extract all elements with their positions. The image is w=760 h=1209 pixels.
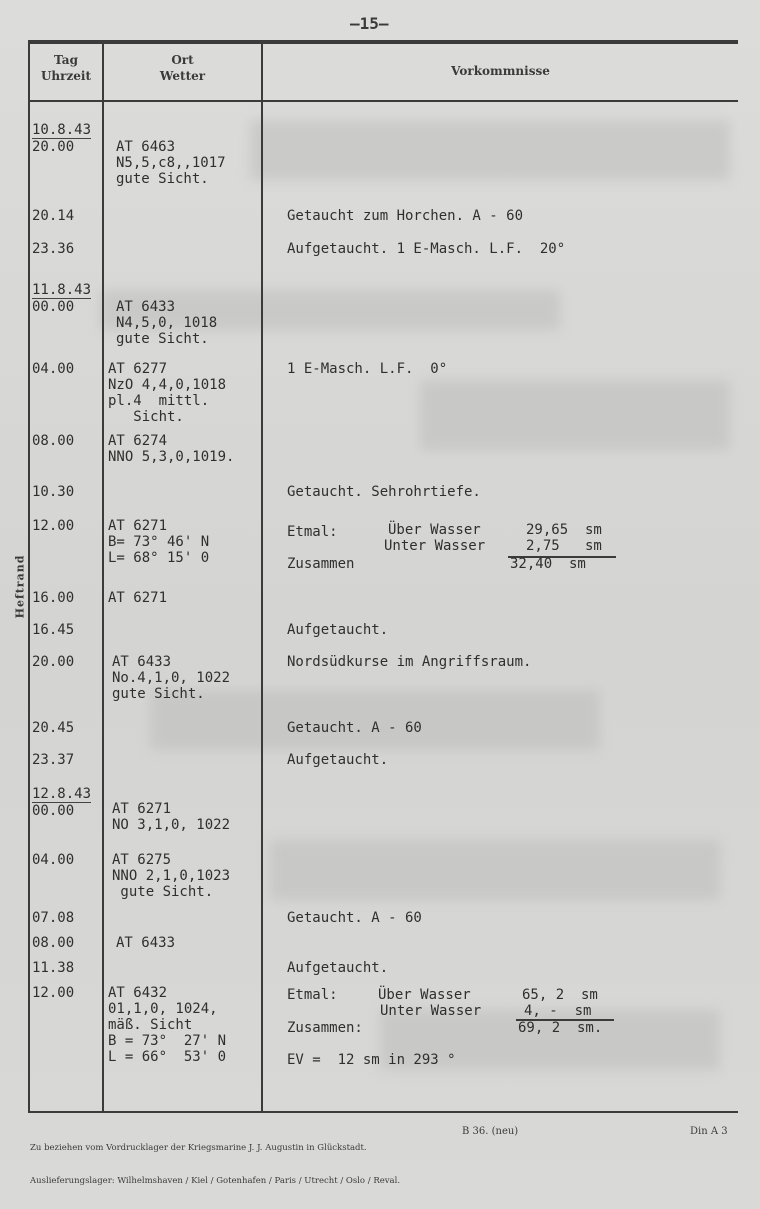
position-weather-cell: AT 6274 NNO 5,3,0,1019. <box>108 433 235 465</box>
time-cell: 20.45 <box>32 720 75 736</box>
header-rule <box>28 100 738 102</box>
footer-line-2: Auslieferungslager: Wilhelmshaven / Kiel / Gotenhafen / Paris / Utrecht / Oslo / Reval. <box>30 1176 401 1186</box>
date-label: 12.8.43 <box>32 786 92 802</box>
event-cell: 1 E-Masch. L.F. 0° <box>287 361 448 377</box>
page-number: —15— <box>350 14 389 33</box>
position-weather-cell: AT 6271 NO 3,1,0, 1022 <box>112 801 231 833</box>
ink-smudge <box>250 120 730 180</box>
position-weather-cell: AT 6271 <box>108 590 168 606</box>
ink-smudge <box>270 840 720 900</box>
time-cell: 08.00 <box>32 433 75 449</box>
ueber-wasser-label: Über Wasser <box>378 987 471 1003</box>
form-number: B 36. (neu) <box>462 1126 519 1137</box>
time-cell: 20.00 <box>32 139 75 155</box>
unter-wasser-value: 2,75 sm <box>526 538 602 554</box>
date-label: 10.8.43 <box>32 122 92 138</box>
position-weather-cell: AT 6433 <box>116 935 176 951</box>
time-cell: 00.00 <box>32 299 75 315</box>
header-vorkommnisse: Vorkommnisse <box>451 64 550 78</box>
time-cell: 04.00 <box>32 361 75 377</box>
time-cell: 23.36 <box>32 241 75 257</box>
zusammen-value: 32,40 sm <box>510 556 586 572</box>
event-cell: Aufgetaucht. 1 E-Masch. L.F. 20° <box>287 241 566 257</box>
position-weather-cell: AT 6432 01,1,0, 1024, mäß. Sicht B = 73° 27' N L = 66° 53' 0 <box>108 985 227 1065</box>
time-cell: 12.00 <box>32 985 75 1001</box>
unter-wasser-value: 4, - sm <box>524 1003 592 1019</box>
time-cell: 10.30 <box>32 484 75 500</box>
position-weather-cell: AT 6275 NNO 2,1,0,1023 gute Sicht. <box>112 852 231 900</box>
paper-size: Din A 3 <box>690 1126 728 1137</box>
margin-label: Heftrand <box>13 554 27 619</box>
ink-smudge <box>420 380 730 450</box>
time-cell: 11.38 <box>32 960 75 976</box>
header-tag: Tag <box>54 53 78 67</box>
header-wetter: Wetter <box>159 69 206 83</box>
position-weather-cell: AT 6271 B= 73° 46' N L= 68° 15' 0 <box>108 518 210 566</box>
etmal-label: Etmal: <box>287 987 338 1003</box>
ueber-wasser-value: 65, 2 sm <box>522 987 598 1003</box>
zusammen-label: Zusammen: <box>287 1020 363 1036</box>
ueber-wasser-label: Über Wasser <box>388 522 481 538</box>
top-rule <box>28 40 738 44</box>
column-divider-2 <box>261 40 263 1112</box>
time-cell: 12.00 <box>32 518 75 534</box>
header-ort: Ort <box>171 53 194 67</box>
event-cell: Aufgetaucht. <box>287 752 389 768</box>
event-cell: Getaucht. A - 60 <box>287 720 422 736</box>
ev-note: EV = 12 sm in 293 ° <box>287 1052 456 1068</box>
time-cell: 16.45 <box>32 622 75 638</box>
event-cell: Nordsüdkurse im Angriffsraum. <box>287 654 532 670</box>
etmal-label: Etmal: <box>287 524 338 540</box>
date-label: 11.8.43 <box>32 282 92 298</box>
time-cell: 20.00 <box>32 654 75 670</box>
time-cell: 23.37 <box>32 752 75 768</box>
time-cell: 04.00 <box>32 852 75 868</box>
time-cell: 20.14 <box>32 208 75 224</box>
event-cell: Aufgetaucht. <box>287 622 389 638</box>
zusammen-value: 69, 2 sm. <box>518 1020 603 1036</box>
position-weather-cell: AT 6463 N5,5,c8,,1017 gute Sicht. <box>116 139 226 187</box>
time-cell: 08.00 <box>32 935 75 951</box>
footer-line-1: Zu beziehen vom Vordrucklager der Kriegsmarine J. J. Augustin in Glückstadt. <box>30 1143 367 1153</box>
time-cell: 16.00 <box>32 590 75 606</box>
zusammen-label: Zusammen <box>287 556 355 572</box>
time-cell: 00.00 <box>32 803 75 819</box>
event-cell: Getaucht. Sehrohrtiefe. <box>287 484 481 500</box>
header-uhrzeit: Uhrzeit <box>40 69 92 83</box>
position-weather-cell: AT 6433 N4,5,0, 1018 gute Sicht. <box>116 299 218 347</box>
position-weather-cell: AT 6277 NzO 4,4,0,1018 pl.4 mittl. Sicht. <box>108 361 227 425</box>
column-divider-1 <box>102 40 104 1112</box>
unter-wasser-label: Unter Wasser <box>384 538 486 554</box>
left-border <box>28 40 30 1112</box>
time-cell: 07.08 <box>32 910 75 926</box>
footer-supplier <box>30 1121 400 1209</box>
event-cell: Aufgetaucht. <box>287 960 389 976</box>
ueber-wasser-value: 29,65 sm <box>526 522 602 538</box>
header-ort-wetter <box>104 52 261 84</box>
event-cell: Getaucht zum Horchen. A - 60 <box>287 208 524 224</box>
header-tag-uhrzeit <box>30 52 102 84</box>
position-weather-cell: AT 6433 No.4,1,0, 1022 gute Sicht. <box>112 654 231 702</box>
bottom-rule <box>28 1111 738 1113</box>
event-cell: Getaucht. A - 60 <box>287 910 422 926</box>
unter-wasser-label: Unter Wasser <box>380 1003 482 1019</box>
